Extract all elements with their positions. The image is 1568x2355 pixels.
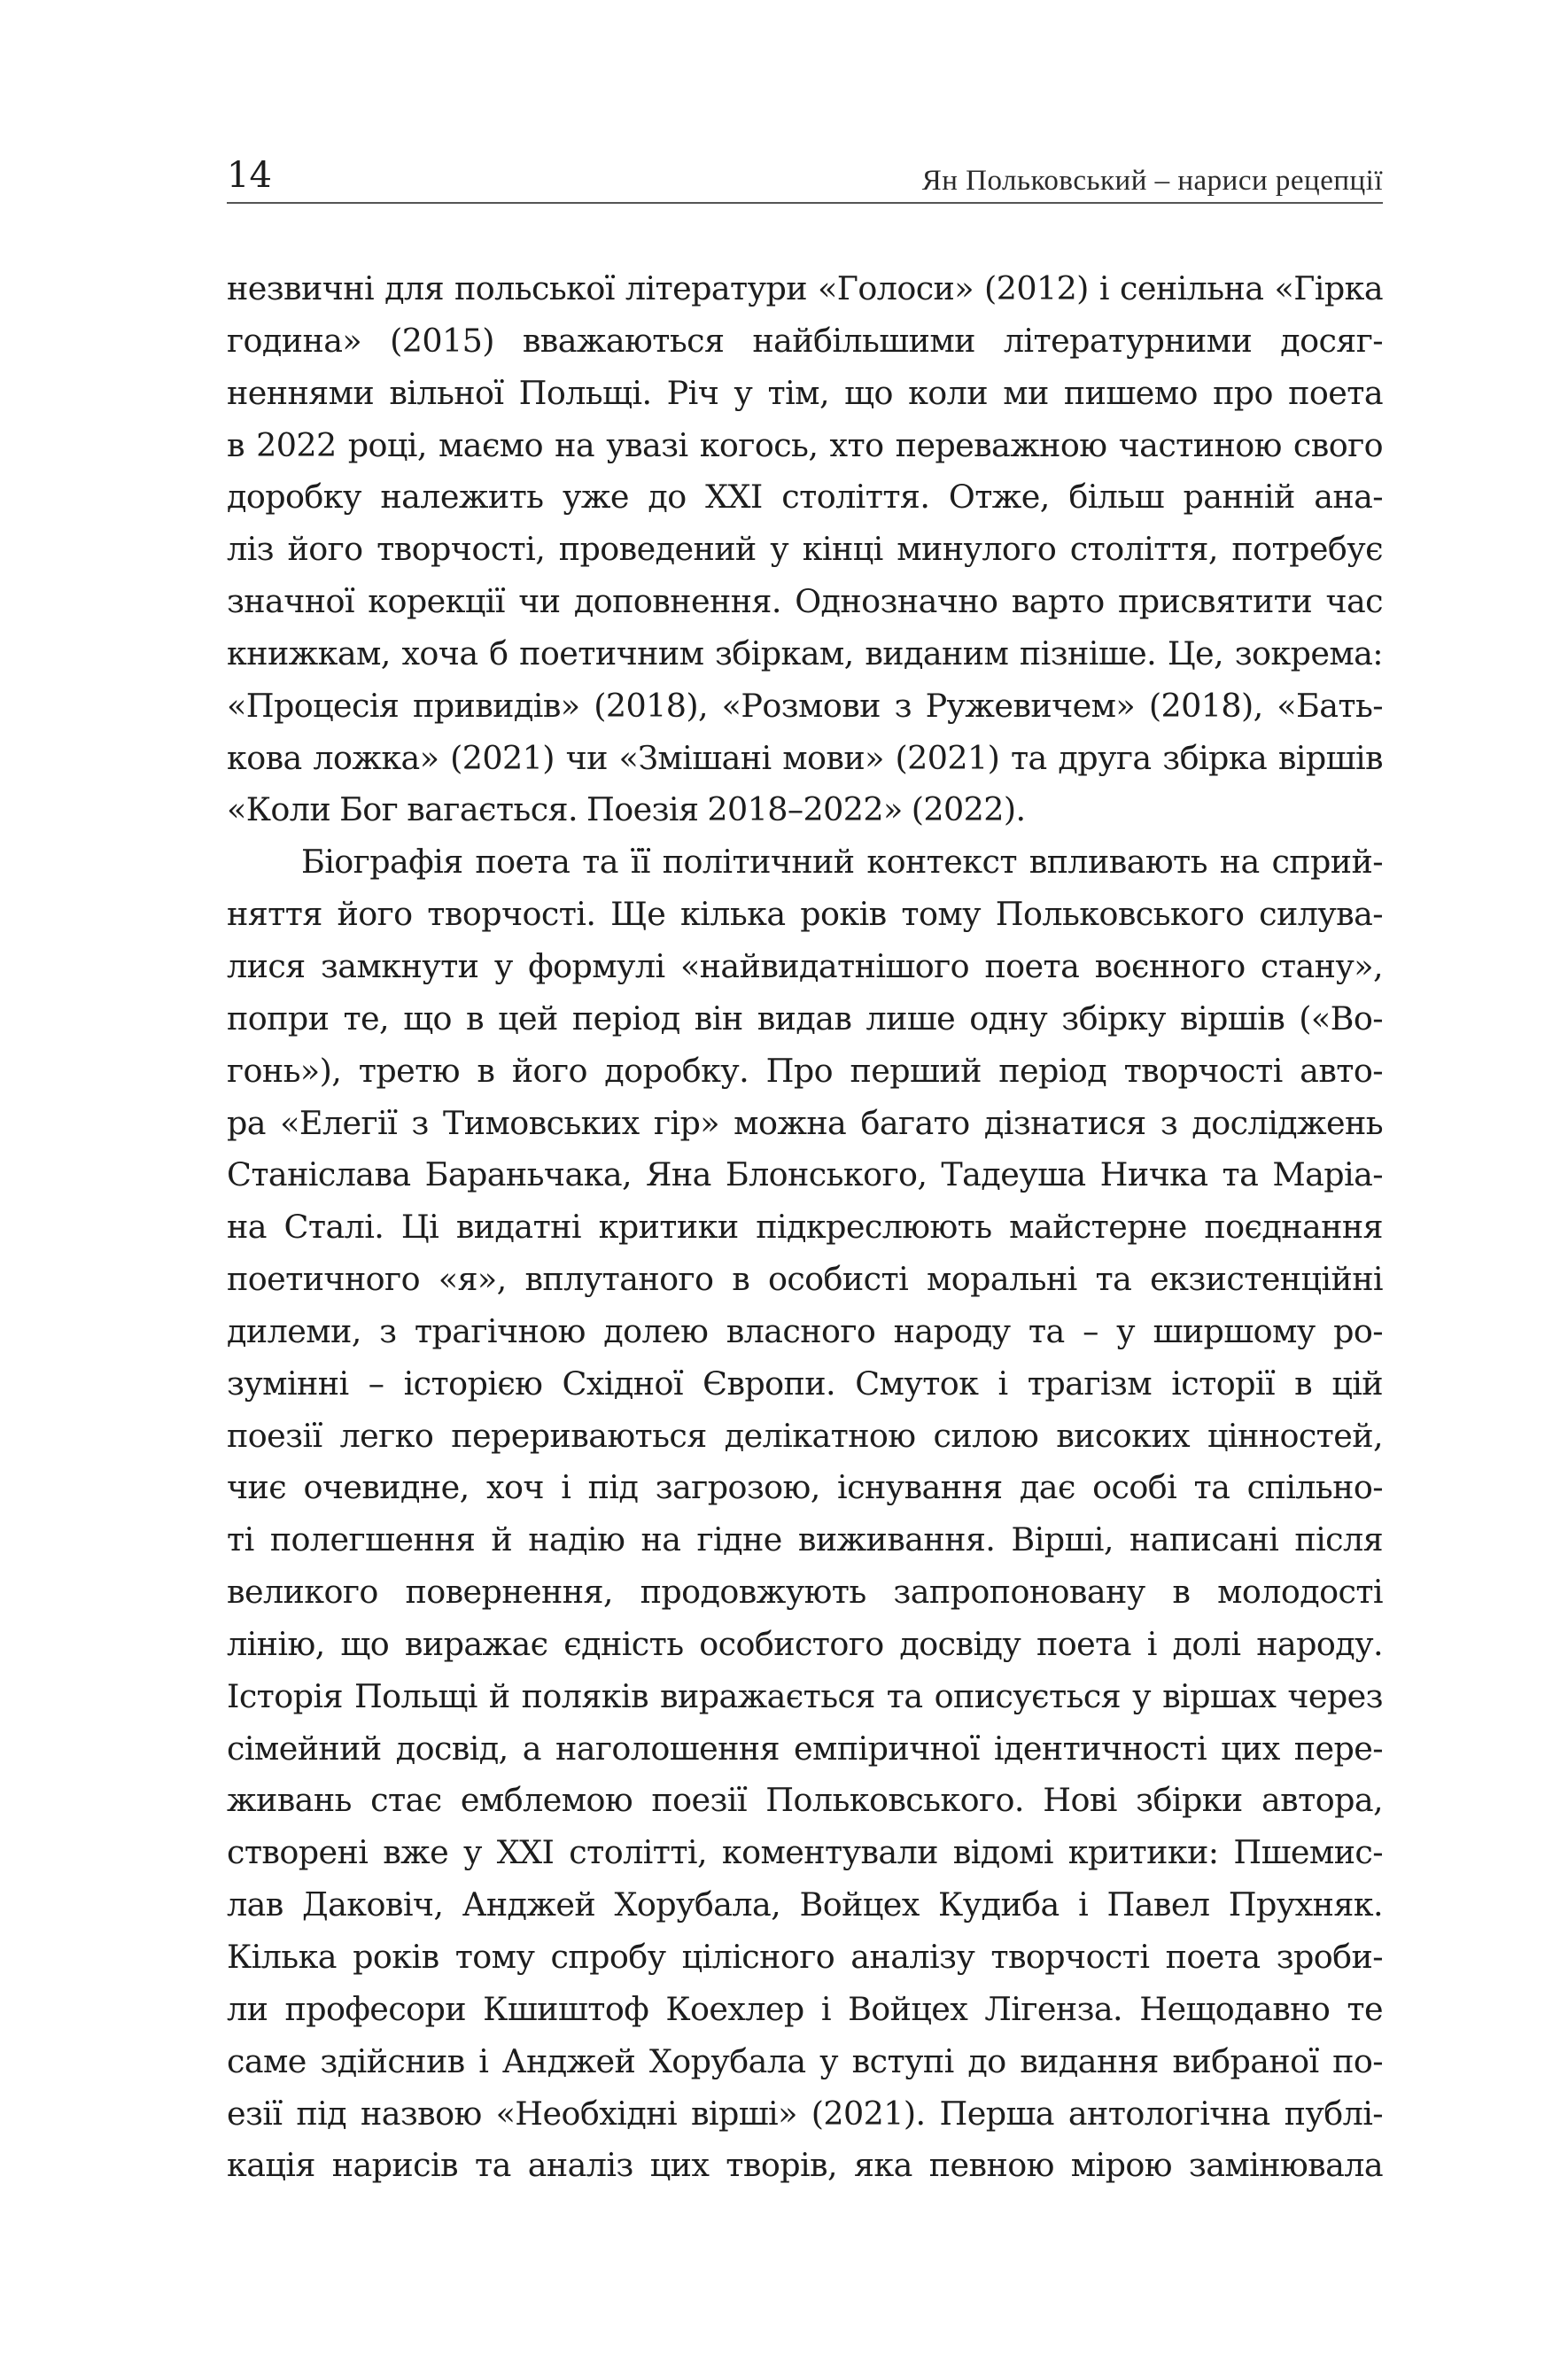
text-line: кова ложка» (2021) чи «Змішані мови» (2021) та друга збірка віршів: [227, 738, 1383, 777]
text-line: лінію, що виражає єдність особистого досвіду поета і долі народу.: [227, 1624, 1383, 1663]
running-title: Ян Польковський – нариси рецепції: [921, 165, 1383, 197]
text-line: створені вже у XXI столітті, коментували відомі критики: Пшемис-: [227, 1833, 1383, 1872]
text-line: ра «Елегії з Тимовських гір» можна багато дізнатися з досліджень: [227, 1103, 1383, 1142]
text-line: Кілька років тому спробу цілісного аналізу творчості поета зроби-: [227, 1938, 1383, 1976]
paragraph: [227, 836, 1383, 2192]
text-line: Біографія поета та її політичний контекст впливають на сприй-: [301, 843, 1383, 882]
text-line: няття його творчості. Ще кілька років тому Польковського силува-: [227, 895, 1383, 934]
text-line: гонь»), третю в його доробку. Про перший період творчості авто-: [227, 1051, 1383, 1090]
text-line: значної корекції чи доповнення. Однозначно варто присвятити час: [227, 582, 1383, 621]
text-line: доробку належить уже до XXI століття. Отже, більш ранній ана-: [227, 478, 1383, 517]
text-line: сімейний досвід, а наголошення емпіричної ідентичності цих пере-: [227, 1729, 1383, 1768]
page-number: 14: [227, 155, 272, 196]
text-line: поезії легко перериваються делікатною силою високих цінностей,: [227, 1416, 1383, 1455]
text-line: езії під назвою «Необхідні вірші» (2021). Перша антологічна публі-: [227, 2094, 1383, 2133]
text-line: ли професори Кшиштоф Коехлер і Войцех Лігенза. Нещодавно те: [227, 1989, 1383, 2028]
text-line: ті полегшення й надію на гідне виживання. Вірші, написані після: [227, 1520, 1383, 1559]
text-line: поетичного «я», вплутаного в особисті моральні та екзистенційні: [227, 1260, 1383, 1299]
text-line: лав Даковіч, Анджей Хорубала, Войцех Кудиба і Павел Прухняк.: [227, 1885, 1383, 1924]
text-line: великого повернення, продовжують запропоновану в молодості: [227, 1573, 1383, 1612]
text-line: лися замкнути у формулі «найвидатнішого поета воєнного стану»,: [227, 946, 1383, 985]
text-line: кація нарисів та аналіз цих творів, яка певною мірою замінювала: [227, 2146, 1383, 2185]
text-line: книжкам, хоча б поетичним збіркам, виданим пізніше. Це, зокрема:: [227, 633, 1383, 672]
paragraph: [227, 263, 1383, 836]
text-line: година» (2015) вважаються найбільшими літературними досяг-: [227, 321, 1383, 360]
text-line: ліз його творчості, проведений у кінці минулого століття, потребує: [227, 530, 1383, 569]
text-line: зумінні – історією Східної Європи. Смуток і трагізм історії в цій: [227, 1364, 1383, 1403]
text-line: на Сталі. Ці видатні критики підкреслюють майстерне поєднання: [227, 1208, 1383, 1247]
text-line: Станіслава Бараньчака, Яна Блонського, Тадеуша Ничка та Маріа-: [227, 1155, 1383, 1194]
text-line: Історія Польщі й поляків виражається та описується у віршах через: [227, 1676, 1383, 1715]
running-header: [227, 152, 1383, 204]
body-text: [227, 263, 1383, 2192]
text-line: незвичні для польської літератури «Голоси» (2012) і сенільна «Гірка: [227, 269, 1383, 307]
text-line: живань стає емблемою поезії Польковського. Нові збірки автора,: [227, 1781, 1383, 1820]
text-line: дилеми, з трагічною долею власного народу та – у ширшому ро-: [227, 1311, 1383, 1350]
text-line: «Коли Бог вагається. Поезія 2018–2022» (2022).: [227, 790, 1026, 829]
text-line: неннями вільної Польщі. Річ у тім, що коли ми пишемо про поета: [227, 373, 1383, 412]
text-line: попри те, що в цей період він видав лише одну збірку віршів («Во-: [227, 999, 1383, 1038]
text-line: «Процесія привидів» (2018), «Розмови з Ружевичем» (2018), «Бать-: [227, 686, 1383, 725]
text-line: саме здійснив і Анджей Хорубала у вступі до видання вибраної по-: [227, 2041, 1383, 2080]
text-line: чиє очевидне, хоч і під загрозою, існування дає особі та спільно-: [227, 1468, 1383, 1507]
text-line: в 2022 році, маємо на увазі когось, хто переважною частиною свого: [227, 425, 1383, 464]
